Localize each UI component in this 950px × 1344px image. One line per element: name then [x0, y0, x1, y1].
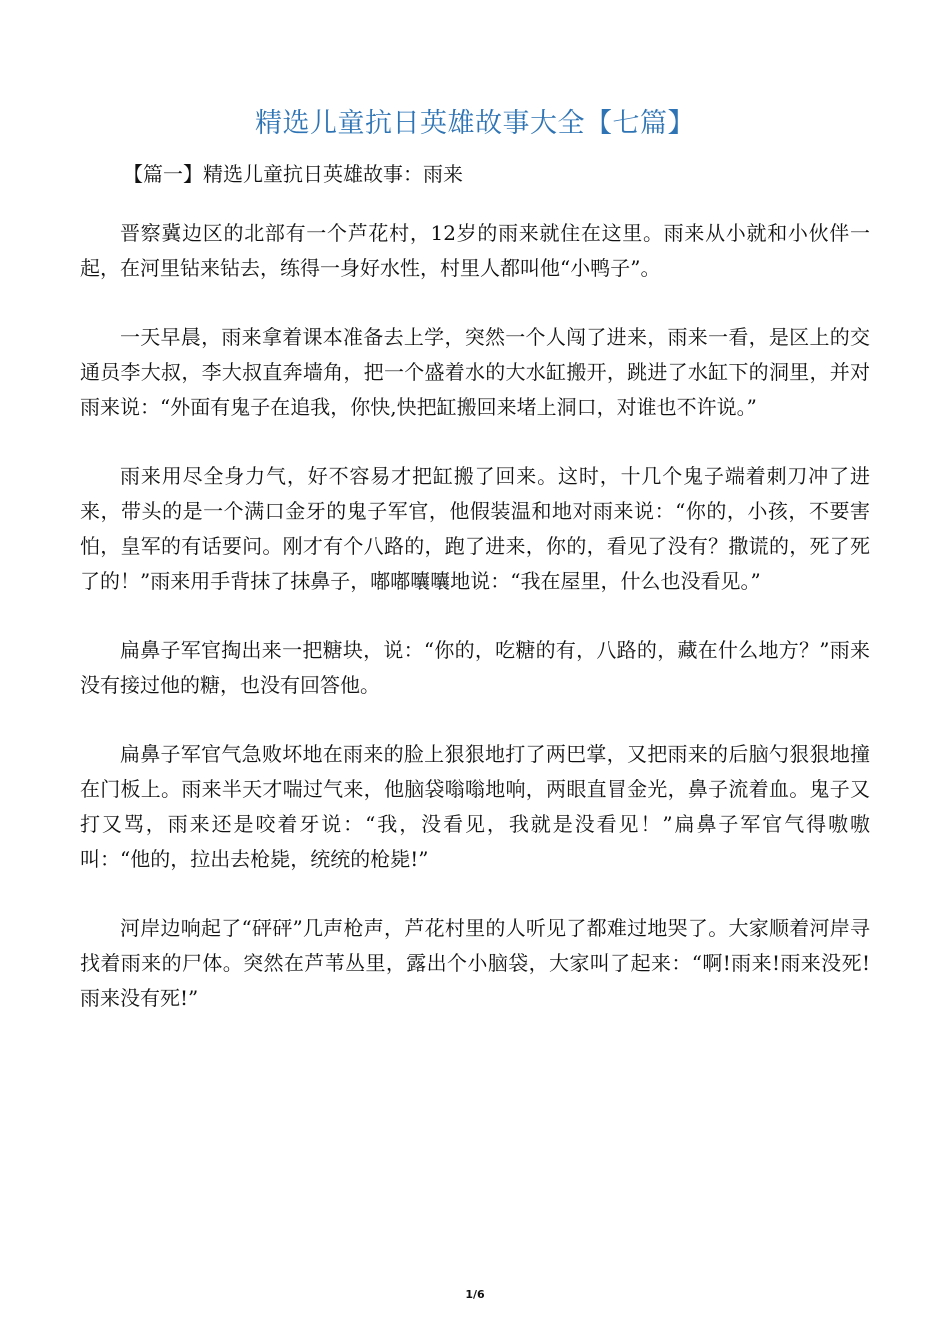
story-body — [80, 216, 870, 1050]
paragraph: 一天早晨，雨来拿着课本准备去上学，突然一个人闯了进来，雨来一看，是区上的交通员李大叔，李大叔直奔墙角，把一个盛着水的大水缸搬开，跳进了水缸下的洞里，并对雨来说：“外面有鬼子在追我，你快,快把缸搬回来堵上洞口，对谁也不许说。” — [80, 325, 870, 419]
paragraph: 扁鼻子军官掏出来一把糖块，说：“你的，吃糖的有，八路的，藏在什么地方？”雨来没有接过他的糖，也没有回答他。 — [80, 638, 870, 697]
document-title: 精选儿童抗日英雄故事大全【七篇】 — [255, 108, 695, 139]
paragraph: 雨来用尽全身力气，好不容易才把缸搬了回来。这时，十几个鬼子端着刺刀冲了进来，带头的是一个满口金牙的鬼子军官，他假装温和地对雨来说：“你的，小孩，不要害怕，皇军的有话要问。刚才有个八路的，跑了进来，你的，看见了没有？撒谎的，死了死了的！”雨来用手背抹了抹鼻子，嘟嘟囔囔地说：“我在屋里，什么也没看见。” — [80, 464, 870, 593]
page-number: 1/6 — [465, 1288, 485, 1301]
paragraph: 河岸边响起了“砰砰”几声枪声，芦花村里的人听见了都难过地哭了。大家顺着河岸寻找着雨来的尸体。突然在芦苇丛里，露出个小脑袋，大家叫了起来：“啊!雨来!雨来没死!雨来没有死!” — [80, 916, 870, 1010]
paragraph: 晋察冀边区的北部有一个芦花村，12岁的雨来就住在这里。雨来从小就和小伙伴一起，在河里钻来钻去，练得一身好水性，村里人都叫他“小鸭子”。 — [80, 221, 870, 280]
paragraph: 扁鼻子军官气急败坏地在雨来的脸上狠狠地打了两巴掌，又把雨来的后脑勺狠狠地撞在门板上。雨来半天才喘过气来，他脑袋嗡嗡地响，两眼直冒金光，鼻子流着血。鬼子又打又骂，雨来还是咬着牙说：“我，没看见，我就是没看见！”扁鼻子军官气得嗷嗷叫：“他的，拉出去枪毙，统统的枪毙!” — [80, 742, 870, 871]
section-heading: 【篇一】精选儿童抗日英雄故事：雨来 — [123, 162, 463, 186]
